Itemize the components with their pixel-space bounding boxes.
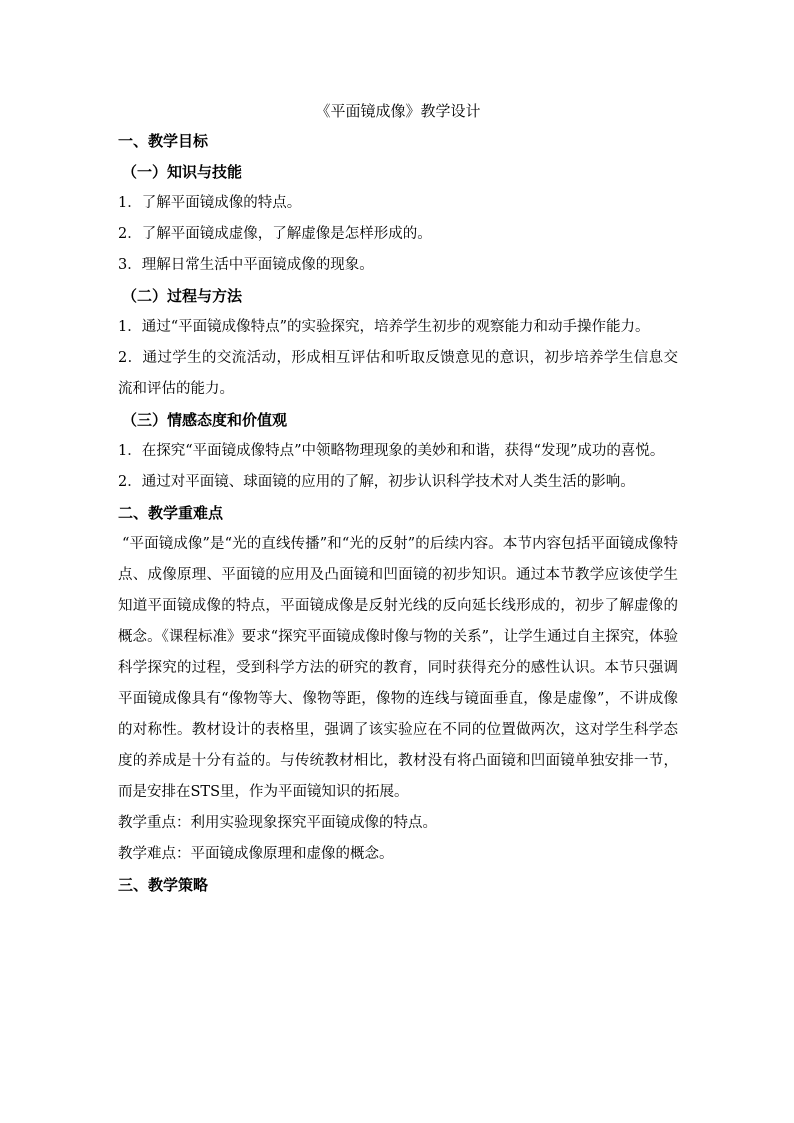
key-points-paragraph: “平面镜成像”是“光的直线传播”和“光的反射”的后续内容。本节内容包括平面镜成像特点、成像原理、平面镜的应用及凸面镜和凹面镜的初步知识。通过本节教学应该使学生知道平面镜成像的特点，平面镜成像是反射光线的反向延长线形成的，初步了解虚像的概念。《课程标准》要求“探究平面镜成像时像与物的关系”，让学生通过自主探究，体验科学探究的过程，受到科学方法的研究的教育，同时获得充分的感性认识。本节只强调平面镜成像具有“像物等大、像物等距，像物的连线与镜面垂直，像是虚像”，不讲成像的对称性。教材设计的表格里，强调了该实验应在不同的位置做两次，这对学生科学态度的养成是十分有益的。与传统教材相比，教材没有将凸面镜和凹面镜单独安排一节，而是安排在STS里，作为平面镜知识的拓展。: [118, 536, 678, 800]
goal-item: 1．了解平面镜成像的特点。: [118, 195, 302, 211]
goal-item: 1．通过“平面镜成像特点”的实验探究，培养学生初步的观察能力和动手操作能力。: [118, 319, 650, 335]
subsection-heading-process-methods: （二）过程与方法: [122, 287, 243, 305]
key-point: 教学重点：利用实验现象探究平面镜成像的特点。: [118, 815, 437, 831]
section-heading-teaching-goals: 一、教学目标: [118, 132, 209, 150]
goal-item: 2．了解平面镜成虚像，了解虚像是怎样形成的。: [118, 226, 432, 242]
goal-item: 1．在探究“平面镜成像特点”中领略物理现象的美妙和和谐，获得“发现”成功的喜悦。: [118, 443, 665, 459]
document-title: 《平面镜成像》教学设计: [315, 102, 481, 120]
goal-item: 2．通过学生的交流活动，形成相互评估和听取反馈意见的意识，初步培养学生信息交流和评估的能力。: [118, 350, 678, 397]
subsection-heading-knowledge-skills: （一）知识与技能: [122, 163, 243, 181]
subsection-heading-emotions-values: （三）情感态度和价值观: [122, 411, 288, 429]
difficult-point: 教学难点：平面镜成像原理和虚像的概念。: [118, 846, 394, 862]
section-heading-key-difficult-points: 二、教学重难点: [118, 504, 224, 522]
document-page: [118, 100, 678, 906]
section-heading-teaching-strategy: 三、教学策略: [118, 876, 209, 894]
goal-item: 2．通过对平面镜、球面镜的应用的了解，初步认识科学技术对人类生活的影响。: [118, 474, 635, 490]
goal-item: 3．理解日常生活中平面镜成像的现象。: [118, 257, 374, 273]
